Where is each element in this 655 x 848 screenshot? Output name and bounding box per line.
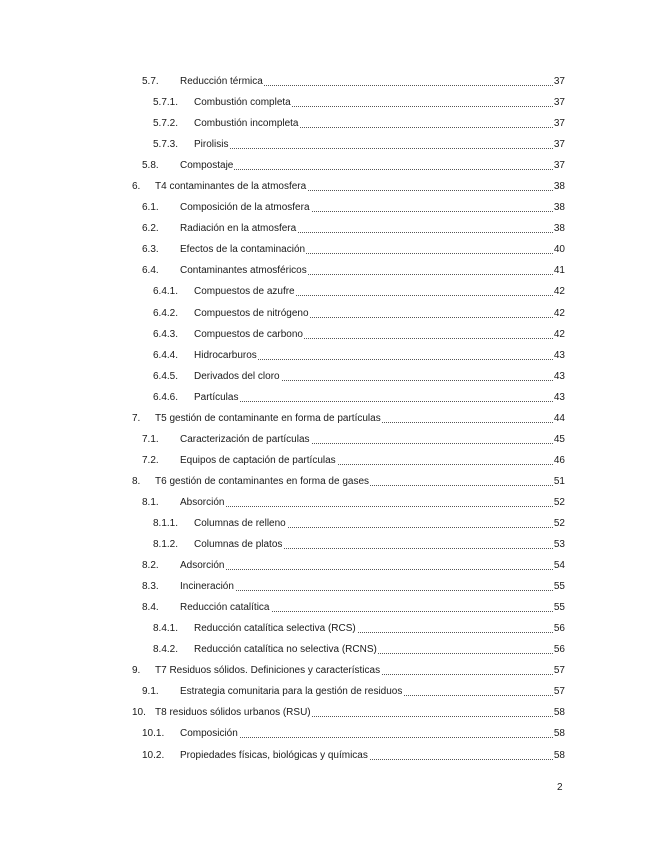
toc-entry-page: 58 bbox=[553, 728, 565, 740]
toc-entry-number: 6.2. bbox=[142, 223, 159, 235]
toc-entry[interactable] bbox=[0, 681, 655, 702]
toc-entry-number: 8.4.1. bbox=[153, 623, 179, 635]
toc-entry-title[interactable]: Combustión completa bbox=[194, 97, 291, 109]
toc-entry[interactable] bbox=[0, 176, 655, 197]
toc-entry-page: 38 bbox=[553, 223, 565, 235]
toc-entry[interactable] bbox=[0, 745, 655, 766]
toc-entry-number: 6. bbox=[132, 181, 141, 193]
toc-entry-title[interactable]: Hidrocarburos bbox=[194, 349, 257, 361]
toc-entry-title[interactable]: Caracterización de partículas bbox=[180, 433, 310, 445]
toc-entry-title[interactable]: Equipos de captación de partículas bbox=[180, 454, 336, 466]
toc-entry[interactable] bbox=[0, 197, 655, 218]
toc-entry-number: 8.1.2. bbox=[153, 539, 179, 551]
toc-entry-title[interactable]: Composición de la atmosfera bbox=[180, 202, 310, 214]
toc-entry-number: 6.4.1. bbox=[153, 286, 179, 298]
toc-entry-number: 8.2. bbox=[142, 560, 159, 572]
toc-entry-title[interactable]: T4 contaminantes de la atmosfera bbox=[155, 181, 307, 193]
toc-entry[interactable] bbox=[0, 71, 655, 92]
toc-entry-page: 56 bbox=[553, 623, 565, 635]
toc-entry-title[interactable]: Adsorción bbox=[180, 560, 225, 572]
dot-leader bbox=[180, 169, 555, 170]
toc-entry-title[interactable]: Absorción bbox=[180, 496, 225, 508]
toc-entry-page: 42 bbox=[553, 328, 565, 340]
toc-entry[interactable] bbox=[0, 345, 655, 366]
toc-entry-number: 6.4.6. bbox=[153, 391, 179, 403]
toc-entry-number: 8.1.1. bbox=[153, 517, 179, 529]
toc-entry[interactable] bbox=[0, 471, 655, 492]
toc-entry-number: 8.1. bbox=[142, 496, 159, 508]
toc-entry[interactable] bbox=[0, 366, 655, 387]
toc-entry-page: 37 bbox=[553, 160, 565, 172]
toc-entry-page: 51 bbox=[553, 475, 565, 487]
toc-entry[interactable] bbox=[0, 155, 655, 176]
toc-entry-title[interactable]: Derivados del cloro bbox=[194, 370, 280, 382]
toc-entry[interactable] bbox=[0, 555, 655, 576]
toc-entry-page: 42 bbox=[553, 307, 565, 319]
toc-entry-number: 6.4.2. bbox=[153, 307, 179, 319]
dot-leader bbox=[194, 401, 555, 402]
toc-entry-number: 5.7.2. bbox=[153, 118, 179, 130]
toc-entry-page: 43 bbox=[553, 391, 565, 403]
toc-entry-number: 8. bbox=[132, 475, 141, 487]
toc-entry-number: 7.2. bbox=[142, 454, 159, 466]
toc-entry[interactable] bbox=[0, 450, 655, 471]
toc-entry-title[interactable]: Compuestos de nitrógeno bbox=[194, 307, 309, 319]
toc-entry-page: 55 bbox=[553, 581, 565, 593]
toc-entry[interactable] bbox=[0, 134, 655, 155]
toc-entry-title[interactable]: Propiedades físicas, biológicas y químicas bbox=[180, 749, 368, 761]
toc-entry-number: 7.1. bbox=[142, 433, 159, 445]
toc-entry[interactable] bbox=[0, 597, 655, 618]
toc-entry-page: 41 bbox=[553, 265, 565, 277]
toc-entry-number: 6.4.5. bbox=[153, 370, 179, 382]
toc-entry-page: 46 bbox=[553, 454, 565, 466]
toc-entry[interactable] bbox=[0, 429, 655, 450]
toc-entry-title[interactable]: Reducción catalítica no selectiva (RCNS) bbox=[194, 644, 377, 656]
toc-entry-number: 8.4. bbox=[142, 602, 159, 614]
toc-entry-page: 43 bbox=[553, 349, 565, 361]
toc-entry-title[interactable]: Compuestos de azufre bbox=[194, 286, 295, 298]
toc-entry[interactable] bbox=[0, 92, 655, 113]
toc-entry-title[interactable]: Compuestos de carbono bbox=[194, 328, 303, 340]
toc-entry-page: 57 bbox=[553, 665, 565, 677]
toc-entry[interactable] bbox=[0, 639, 655, 660]
toc-entry-number: 8.3. bbox=[142, 581, 159, 593]
toc-entry-title[interactable]: T6 gestión de contaminantes en forma de gases bbox=[155, 475, 370, 487]
toc-entry-page: 38 bbox=[553, 202, 565, 214]
toc-entry-title[interactable]: Incineración bbox=[180, 581, 234, 593]
page-number: 2 bbox=[557, 782, 563, 793]
toc-entry[interactable] bbox=[0, 113, 655, 134]
toc-entry[interactable] bbox=[0, 660, 655, 681]
toc-entry-page: 37 bbox=[553, 97, 565, 109]
toc-entry-number: 9.1. bbox=[142, 686, 159, 698]
toc-entry-number: 10. bbox=[132, 707, 146, 719]
toc-entry[interactable] bbox=[0, 281, 655, 302]
toc-entry[interactable] bbox=[0, 576, 655, 597]
toc-entry-title[interactable]: Compostaje bbox=[180, 160, 234, 172]
toc-entry-title[interactable]: T7 Residuos sólidos. Definiciones y características bbox=[155, 665, 381, 677]
toc-entry[interactable] bbox=[0, 303, 655, 324]
toc-entry-title[interactable]: T8 residuos sólidos urbanos (RSU) bbox=[155, 707, 311, 719]
toc-entry-number: 10.2. bbox=[142, 749, 165, 761]
toc-entry-number: 5.7.1. bbox=[153, 97, 179, 109]
toc-entry-number: 6.1. bbox=[142, 202, 159, 214]
toc-entry-page: 37 bbox=[553, 139, 565, 151]
toc-entry-number: 5.7.3. bbox=[153, 139, 179, 151]
toc-entry-page: 57 bbox=[553, 686, 565, 698]
toc-entry-number: 8.4.2. bbox=[153, 644, 179, 656]
toc-entry-title[interactable]: Reducción catalítica selectiva (RCS) bbox=[194, 623, 356, 635]
toc-entry[interactable] bbox=[0, 702, 655, 723]
toc-entry-number: 5.8. bbox=[142, 160, 159, 172]
toc-entry-number: 5.7. bbox=[142, 76, 159, 87]
toc-entry-number: 10.1. bbox=[142, 728, 165, 740]
toc-entry[interactable] bbox=[0, 723, 655, 744]
toc-entry-number: 6.4.4. bbox=[153, 349, 179, 361]
dot-leader bbox=[180, 506, 555, 507]
toc-entry-title[interactable]: Efectos de la contaminación bbox=[180, 244, 306, 256]
toc-entry-title[interactable]: Columnas de platos bbox=[194, 539, 283, 551]
dot-leader bbox=[180, 590, 555, 591]
toc-entry-title[interactable]: T5 gestión de contaminante en forma de partículas bbox=[155, 412, 381, 424]
toc-entry[interactable] bbox=[0, 534, 655, 555]
toc-entry-title[interactable]: Composición bbox=[180, 728, 238, 740]
toc-entry-page: 43 bbox=[553, 370, 565, 382]
toc-entry[interactable] bbox=[0, 260, 655, 281]
toc-entry[interactable] bbox=[0, 492, 655, 513]
toc-entry-number: 6.4.3. bbox=[153, 328, 179, 340]
toc-entry[interactable] bbox=[0, 324, 655, 345]
toc-entry[interactable] bbox=[0, 618, 655, 639]
toc-entry-title[interactable]: Estrategia comunitaria para la gestión de residuos bbox=[180, 686, 403, 698]
toc-entry-page: 52 bbox=[553, 496, 565, 508]
toc-entry-title[interactable]: Reducción térmica bbox=[180, 76, 263, 87]
table-of-contents bbox=[0, 71, 655, 766]
toc-entry-title[interactable]: Contaminantes atmosféricos bbox=[180, 265, 307, 277]
toc-entry-title[interactable]: Combustión incompleta bbox=[194, 118, 299, 130]
toc-entry-page: 45 bbox=[553, 433, 565, 445]
toc-entry-title[interactable]: Pirolisis bbox=[194, 139, 229, 151]
toc-entry-page: 56 bbox=[553, 644, 565, 656]
dot-leader bbox=[180, 569, 555, 570]
toc-entry-page: 54 bbox=[553, 560, 565, 572]
toc-entry[interactable] bbox=[0, 513, 655, 534]
toc-entry-number: 6.4. bbox=[142, 265, 159, 277]
toc-entry-number: 7. bbox=[132, 412, 141, 424]
toc-entry-page: 55 bbox=[553, 602, 565, 614]
toc-entry[interactable] bbox=[0, 218, 655, 239]
dot-leader bbox=[194, 148, 555, 149]
toc-entry-page: 58 bbox=[553, 707, 565, 719]
toc-entry[interactable] bbox=[0, 408, 655, 429]
toc-entry-title[interactable]: Reducción catalítica bbox=[180, 602, 270, 614]
toc-entry-number: 6.3. bbox=[142, 244, 159, 256]
toc-entry-page: 42 bbox=[553, 286, 565, 298]
toc-entry-page: 52 bbox=[553, 517, 565, 529]
toc-entry-page: 40 bbox=[553, 244, 565, 256]
toc-entry-page: 58 bbox=[553, 749, 565, 761]
toc-entry-page: 38 bbox=[553, 181, 565, 193]
toc-entry-title[interactable]: Partículas bbox=[194, 391, 239, 403]
toc-entry-page: 53 bbox=[553, 539, 565, 551]
toc-entry-title[interactable]: Columnas de relleno bbox=[194, 517, 286, 529]
toc-entry-page: 44 bbox=[553, 412, 565, 424]
toc-entry-number: 9. bbox=[132, 665, 141, 677]
toc-entry-page: 37 bbox=[553, 76, 565, 87]
toc-entry-page: 37 bbox=[553, 118, 565, 130]
toc-entry[interactable] bbox=[0, 387, 655, 408]
toc-entry[interactable] bbox=[0, 239, 655, 260]
toc-entry-title[interactable]: Radiación en la atmosfera bbox=[180, 223, 297, 235]
